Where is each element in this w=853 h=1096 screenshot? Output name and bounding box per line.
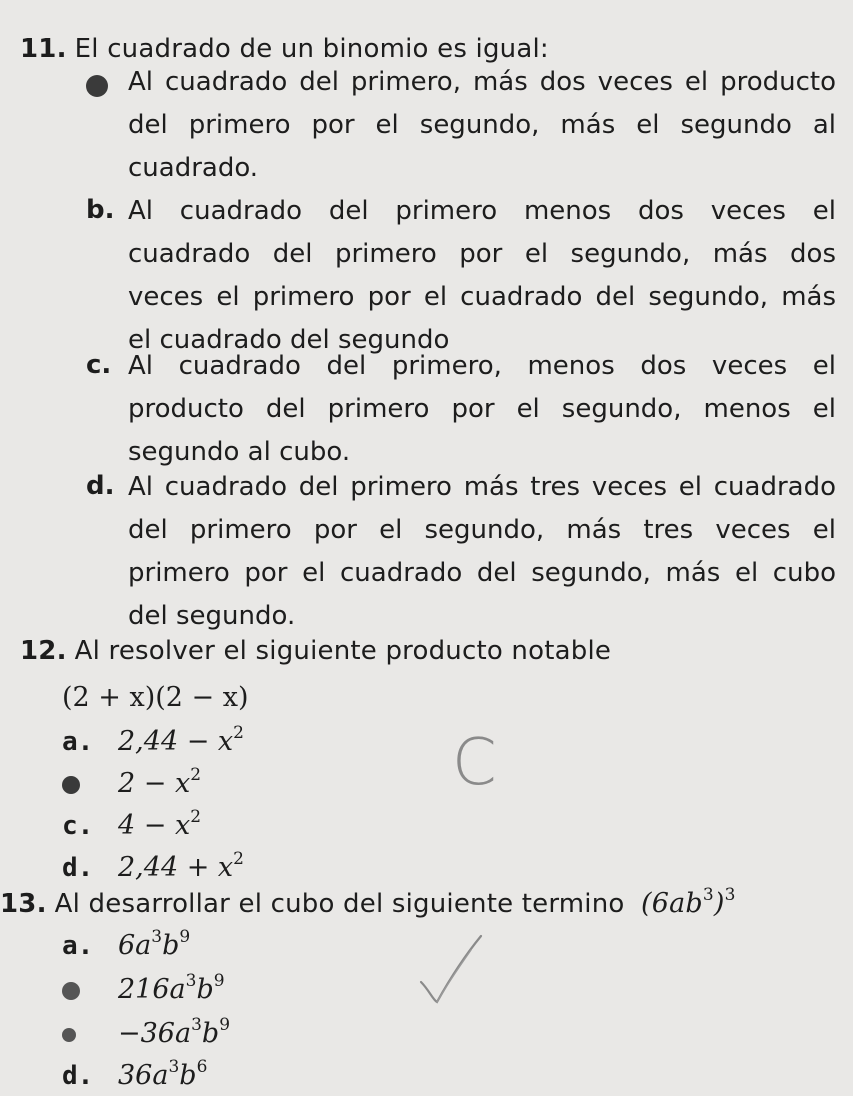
q13-option-c[interactable] [62, 1014, 230, 1054]
q11-option-d-line: primero por el cuadrado del segundo, más el cubo [128, 558, 836, 588]
question-12-number: 12. [20, 636, 67, 666]
q12-option-d-expr: $2,44 + x^2$ [118, 849, 244, 883]
q11-option-c-line: producto del primero por el segundo, menos el [128, 394, 836, 424]
q13-option-d-expr: $36a^3b^6$ [118, 1057, 208, 1091]
q11-option-d-line: del segundo. [128, 601, 296, 631]
q11-option-b-line: el cuadrado del segundo [128, 325, 450, 355]
question-12-text: Al resolver el siguiente producto notable [74, 636, 612, 666]
q11-option-c[interactable] [86, 345, 836, 474]
q12-option-d-letter: d. [62, 853, 94, 883]
q13-expression: $(6ab^3)^3$ [640, 885, 736, 919]
q13-option-a[interactable] [62, 926, 190, 966]
q11-option-b-line: cuadrado del primero por el segundo, más dos [128, 239, 836, 269]
q11-option-a[interactable] [86, 61, 836, 190]
q13-option-b-expr: $216a^3b^9$ [118, 971, 225, 1005]
q12-option-b-expr: $2 - x^2$ [118, 765, 202, 799]
q11-option-c-letter: c. [86, 350, 112, 380]
q12-option-c-expr: $4 - x^2$ [118, 807, 202, 841]
question-11-number: 11. [20, 34, 67, 64]
q13-option-b-circled-mark [62, 970, 118, 1010]
q13-option-c-circled-mark [62, 1014, 118, 1054]
question-13-text: Al desarrollar el cubo del siguiente termino [54, 889, 625, 919]
q11-option-c-line: Al cuadrado del primero, menos dos veces el [128, 351, 836, 381]
q11-option-b-line: Al cuadrado del primero menos dos veces el [128, 196, 836, 226]
q11-option-a-line: del primero por el segundo, más el segundo al [128, 110, 836, 140]
q13-option-a-letter: a. [62, 931, 94, 961]
q13-option-d-letter: d. [62, 1061, 94, 1091]
q12-option-a-expr: $2,44 - x^2$ [118, 723, 244, 757]
question-11-text: El cuadrado de un binomio es igual: [74, 34, 549, 64]
q12-option-c[interactable] [62, 806, 201, 846]
q12-option-d[interactable] [62, 848, 244, 888]
q12-option-a[interactable] [62, 722, 244, 762]
q11-option-b[interactable] [86, 190, 836, 362]
q12-option-a-letter: a. [62, 727, 94, 757]
handwritten-check-icon [415, 930, 495, 1010]
question-13-number: 13. [0, 889, 47, 919]
q13-option-d[interactable] [62, 1056, 207, 1096]
q13-option-c-expr: $-36a^3b^9$ [118, 1015, 231, 1049]
q11-option-c-line: segundo al cubo. [128, 437, 351, 467]
q11-option-a-circled-mark [86, 70, 108, 100]
q11-option-d-line: del primero por el segundo, más tres veces el [128, 515, 836, 545]
q13-option-b[interactable] [62, 970, 225, 1010]
q13-option-a-expr: $6a^3b^9$ [118, 927, 191, 961]
q11-option-b-letter: b. [86, 195, 115, 225]
q12-expression: (2 + x)(2 − x) [62, 682, 249, 713]
question-11-title [20, 34, 549, 64]
q12-option-b-circled-mark [62, 764, 118, 804]
q12-option-b[interactable] [62, 764, 201, 804]
q11-option-d-letter: d. [86, 471, 115, 501]
q12-option-c-letter: c. [62, 811, 94, 841]
q11-option-a-line: cuadrado. [128, 153, 259, 183]
q11-option-a-line: Al cuadrado del primero, más dos veces el producto [128, 67, 836, 97]
q11-option-b-line: veces el primero por el cuadrado del segundo, más [128, 282, 836, 312]
question-13-title [0, 885, 736, 919]
q11-option-d[interactable] [86, 466, 836, 638]
q11-option-d-line: Al cuadrado del primero más tres veces el cuadrado [128, 472, 836, 502]
handwritten-c-mark: C [452, 726, 497, 800]
question-12-title [20, 636, 611, 666]
